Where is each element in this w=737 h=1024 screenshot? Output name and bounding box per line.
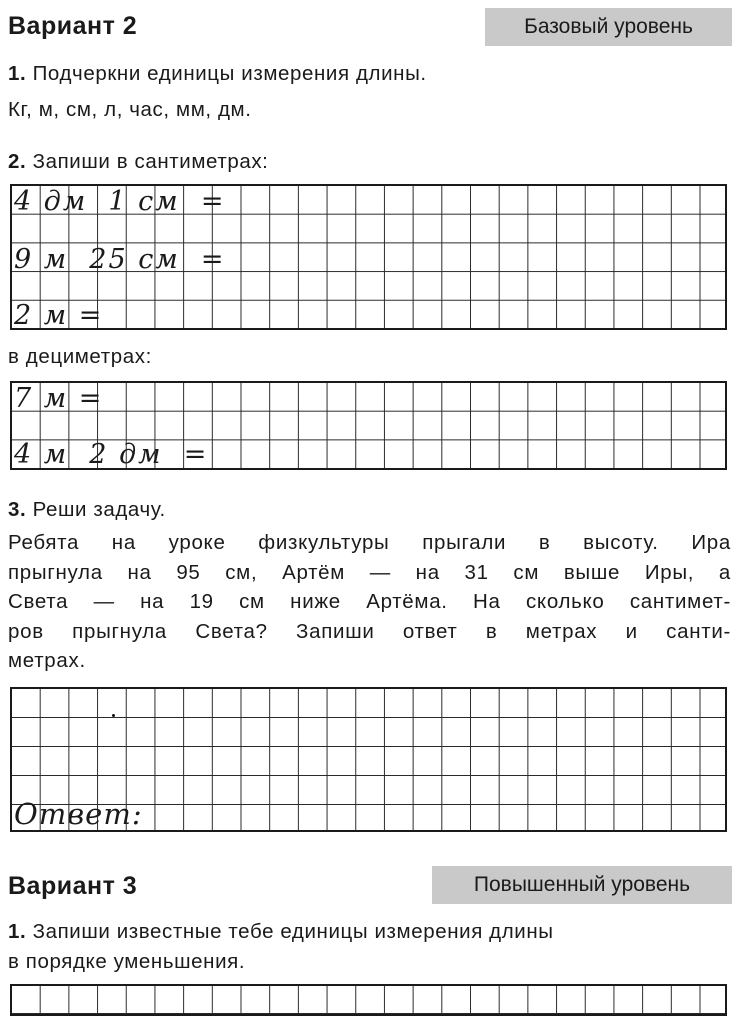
- problem-line: ров прыгнула Света? Запиши ответ в метрах и санти-: [8, 619, 731, 643]
- task-number: 1.: [8, 920, 27, 943]
- handwritten-answer-row: 7 м =: [14, 383, 104, 414]
- task-text: Подчеркни единицы измерения длины.: [32, 62, 427, 85]
- word-problem: [8, 528, 731, 676]
- level-badge-advanced: Повышенный уровень: [432, 866, 732, 904]
- task-number: 2.: [8, 150, 27, 173]
- problem-line: Света — на 19 см ниже Артёма. На сколько сантимет-: [8, 590, 731, 613]
- problem-line: Ребята на уроке физкультуры прыгали в высоту. Ира: [8, 531, 731, 554]
- handwritten-answer-row: 4 м 2 дм =: [14, 439, 209, 470]
- ordering-answer-strip[interactable]: [10, 984, 727, 1016]
- level-badge-basic: Базовый уровень: [485, 8, 732, 46]
- task-3-prompt: [8, 498, 166, 522]
- handwritten-answer-row: 4 дм 1 см =: [14, 186, 226, 217]
- units-list: Кг, м, см, л, час, мм, дм.: [8, 98, 252, 121]
- handwritten-answer-row: 9 м 25 см =: [14, 244, 226, 275]
- task-number: 1.: [8, 62, 27, 85]
- problem-line: прыгнула на 95 см, Артём — на 31 см выше Иры, а: [8, 560, 731, 584]
- task-text: Запиши в сантиметрах:: [32, 150, 269, 173]
- task-text: Запиши известные тебе единицы измерения длины: [32, 920, 554, 943]
- task-text: Реши задачу.: [32, 498, 166, 521]
- variant-3-title: Вариант 3: [8, 872, 138, 900]
- answer-label: Ответ:: [14, 797, 143, 831]
- task-number: 3.: [8, 498, 27, 521]
- handwritten-answer-row: 2 м =: [14, 300, 104, 331]
- decimeters-label: в дециметрах:: [8, 345, 152, 368]
- variant-3-task-1-prompt: [8, 920, 554, 944]
- pencil-dot: [112, 714, 115, 717]
- task-2-prompt: [8, 150, 268, 174]
- task-1-prompt: [8, 62, 427, 86]
- problem-line: метрах.: [8, 649, 86, 672]
- variant-2-title: Вариант 2: [8, 12, 138, 40]
- variant-3-task-1-line-2: в порядке уменьшения.: [8, 950, 246, 973]
